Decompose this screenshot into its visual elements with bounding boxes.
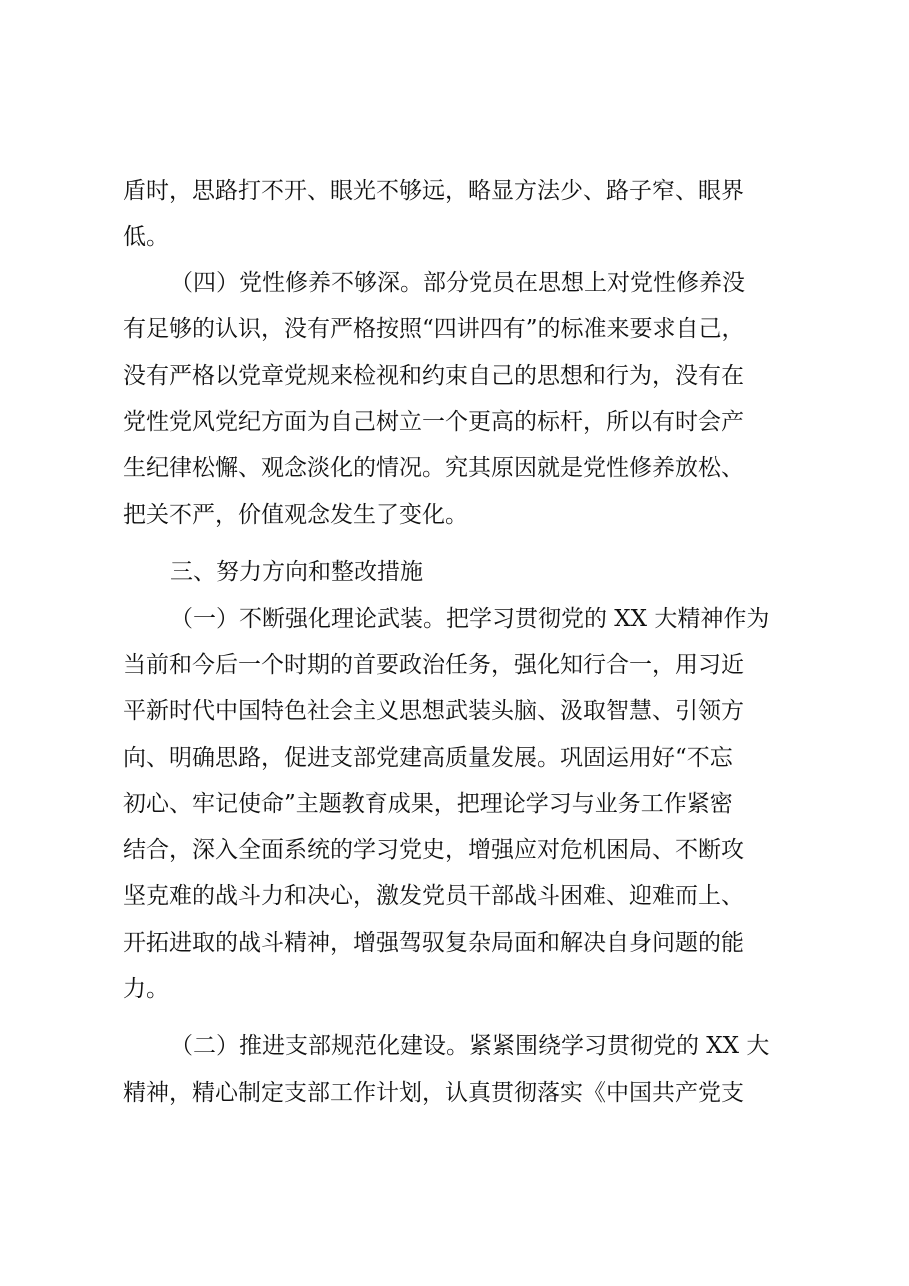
text-line [123, 785, 733, 823]
text-line-content: 平新时代中国特色社会主义思想武装头脑、汲取智慧、引领方 [123, 698, 744, 724]
text-line [123, 218, 169, 256]
text-line [123, 646, 744, 684]
text-line [170, 1027, 769, 1065]
text-line-content: （一）不断强化理论武装。把学习贯彻党的 XX 大精神作为 [170, 606, 770, 632]
text-line-content: （二）推进支部规范化建设。紧紧围绕学习贯彻党的 XX 大 [170, 1033, 770, 1059]
text-line-content: 初心、牢记使命”主题教育成果，把理论学习与业务工作紧密 [123, 791, 733, 817]
text-line [123, 831, 744, 869]
text-line-content: 开拓进取的战斗精神，增强驾驭复杂局面和解决自身问题的能 [123, 930, 744, 956]
text-line-content: 有足够的认识，没有严格按照“四讲四有”的标准来要求自己， [123, 316, 745, 342]
text-line [123, 692, 744, 730]
text-line-content: 力。 [123, 976, 169, 1002]
text-line-content: 低。 [123, 224, 169, 250]
text-line [123, 496, 468, 534]
text-line [123, 357, 744, 395]
text-line [170, 264, 745, 302]
text-line [123, 877, 744, 915]
text-line-content: 结合，深入全面系统的学习党史，增强应对危机困局、不断攻 [123, 837, 744, 863]
text-line-content: 精神，精心制定支部工作计划，认真贯彻落实《中国共产党支 [123, 1080, 744, 1106]
text-line [123, 1074, 744, 1112]
text-line [123, 739, 733, 777]
section-heading-text: 三、努力方向和整改措施 [170, 559, 423, 585]
text-line [123, 403, 744, 441]
text-line-content: 向、明确思路，促进支部党建高质量发展。巩固运用好“不忘 [123, 745, 733, 771]
text-line-content: 党性党风党纪方面为自己树立一个更高的标杆，所以有时会产 [123, 409, 744, 435]
text-line-content: 生纪律松懈、观念淡化的情况。究其原因就是党性修养放松、 [123, 455, 744, 481]
text-line [123, 924, 744, 962]
text-line-content: 坚克难的战斗力和决心，激发党员干部战斗困难、迎难而上、 [123, 883, 744, 909]
text-line [123, 970, 169, 1008]
text-line [123, 449, 744, 487]
section-heading [170, 553, 423, 591]
text-line-content: 把关不严，价值观念发生了变化。 [123, 502, 468, 528]
text-line [170, 600, 769, 638]
text-line-content: 没有严格以党章党规来检视和约束自己的思想和行为，没有在 [123, 363, 744, 389]
text-line [123, 172, 744, 210]
text-line [123, 310, 745, 348]
text-line-content: 盾时，思路打不开、眼光不够远，略显方法少、路子窄、眼界 [123, 178, 744, 204]
text-line-content: 当前和今后一个时期的首要政治任务，强化知行合一，用习近 [123, 652, 744, 678]
text-line-content: （四）党性修养不够深。部分党员在思想上对党性修养没 [170, 270, 745, 296]
